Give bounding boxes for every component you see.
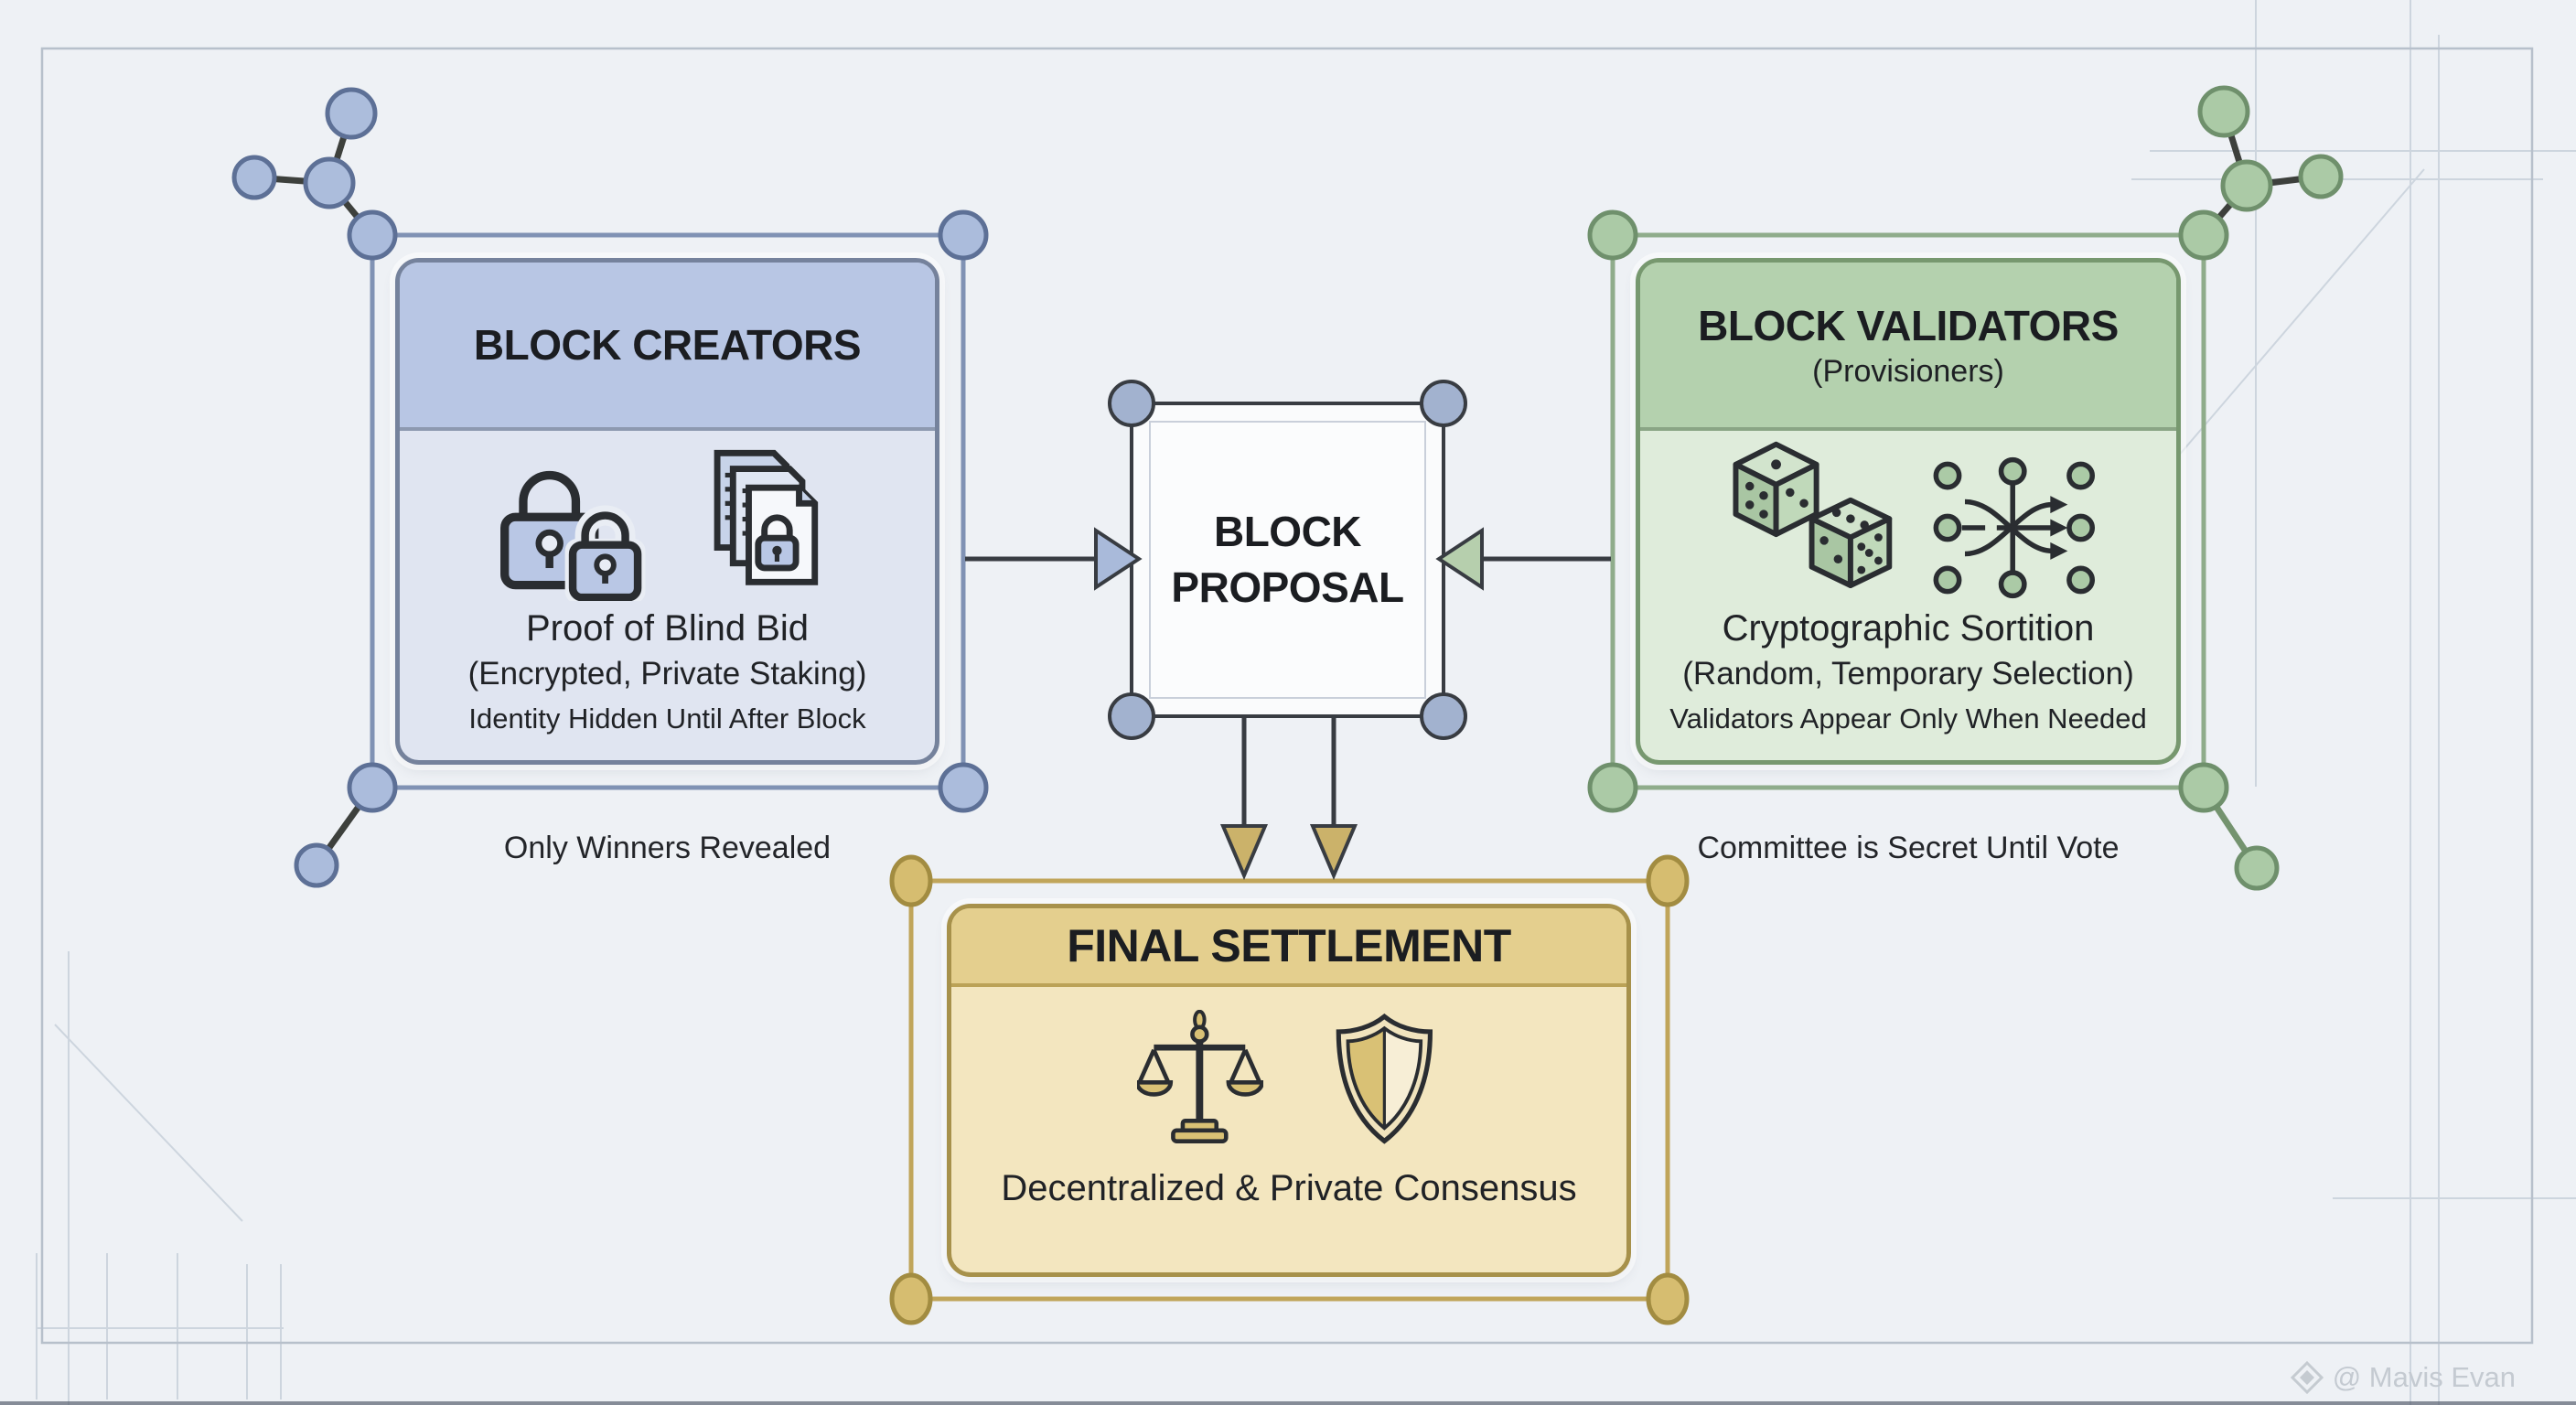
molecule-decoration-top-left <box>234 90 375 235</box>
validators-note-text: Validators Appear Only When Needed <box>1669 702 2147 735</box>
block-creators-card <box>395 258 939 765</box>
arrow-proposal-to-settlement-right <box>1313 718 1355 875</box>
creators-feature-text: Proof of Blind Bid <box>525 608 810 649</box>
watermark-text: @ Mavis Evan <box>2332 1361 2516 1393</box>
diamond-logo-icon <box>2291 1361 2324 1394</box>
creators-detail-text: (Encrypted, Private Staking) <box>467 656 867 692</box>
sortition-shuffle-icon <box>1930 455 2097 601</box>
validators-caption: Committee is Secret Until Vote <box>1697 831 2120 865</box>
block-validators-header <box>1640 263 2176 431</box>
block-validators-icons <box>1640 444 2176 601</box>
block-creators-title: BLOCK CREATORS <box>473 321 862 369</box>
block-validators-subtitle: (Provisioners) <box>1812 353 2004 389</box>
final-settlement-title: FINAL SETTLEMENT <box>1067 920 1511 971</box>
arrow-validators-to-proposal <box>1439 531 1611 587</box>
validators-detail-text: (Random, Temporary Selection) <box>1682 656 2134 692</box>
final-settlement-icons <box>951 1005 1626 1153</box>
arrow-proposal-to-settlement-left <box>1223 718 1265 875</box>
creators-note-text: Identity Hidden Until After Block <box>468 702 866 735</box>
block-proposal-word1: BLOCK <box>1213 508 1362 556</box>
block-validators-card <box>1636 258 2181 765</box>
shield-icon <box>1329 1011 1441 1148</box>
encrypted-documents-icon <box>695 444 853 601</box>
validators-feature-text: Cryptographic Sortition <box>1722 608 2095 649</box>
block-proposal-word2: PROPOSAL <box>1171 563 1404 611</box>
block-proposal-node <box>1149 421 1426 699</box>
block-creators-header <box>400 263 935 431</box>
bottom-edge-line <box>0 1401 2576 1405</box>
final-settlement-header <box>951 908 1626 987</box>
arrow-creators-to-proposal <box>965 531 1139 587</box>
block-validators-title: BLOCK VALIDATORS <box>1698 301 2119 349</box>
molecule-decoration-top-right <box>2200 88 2341 235</box>
double-padlock-icon <box>483 445 653 601</box>
watermark <box>2291 1361 2516 1394</box>
dice-icon <box>1720 438 1899 601</box>
block-creators-icons <box>400 444 935 601</box>
scales-icon <box>1137 1010 1263 1149</box>
final-settlement-card <box>947 904 1631 1277</box>
settlement-note-text: Decentralized & Private Consensus <box>1001 1168 1577 1208</box>
creators-caption: Only Winners Revealed <box>503 831 832 865</box>
